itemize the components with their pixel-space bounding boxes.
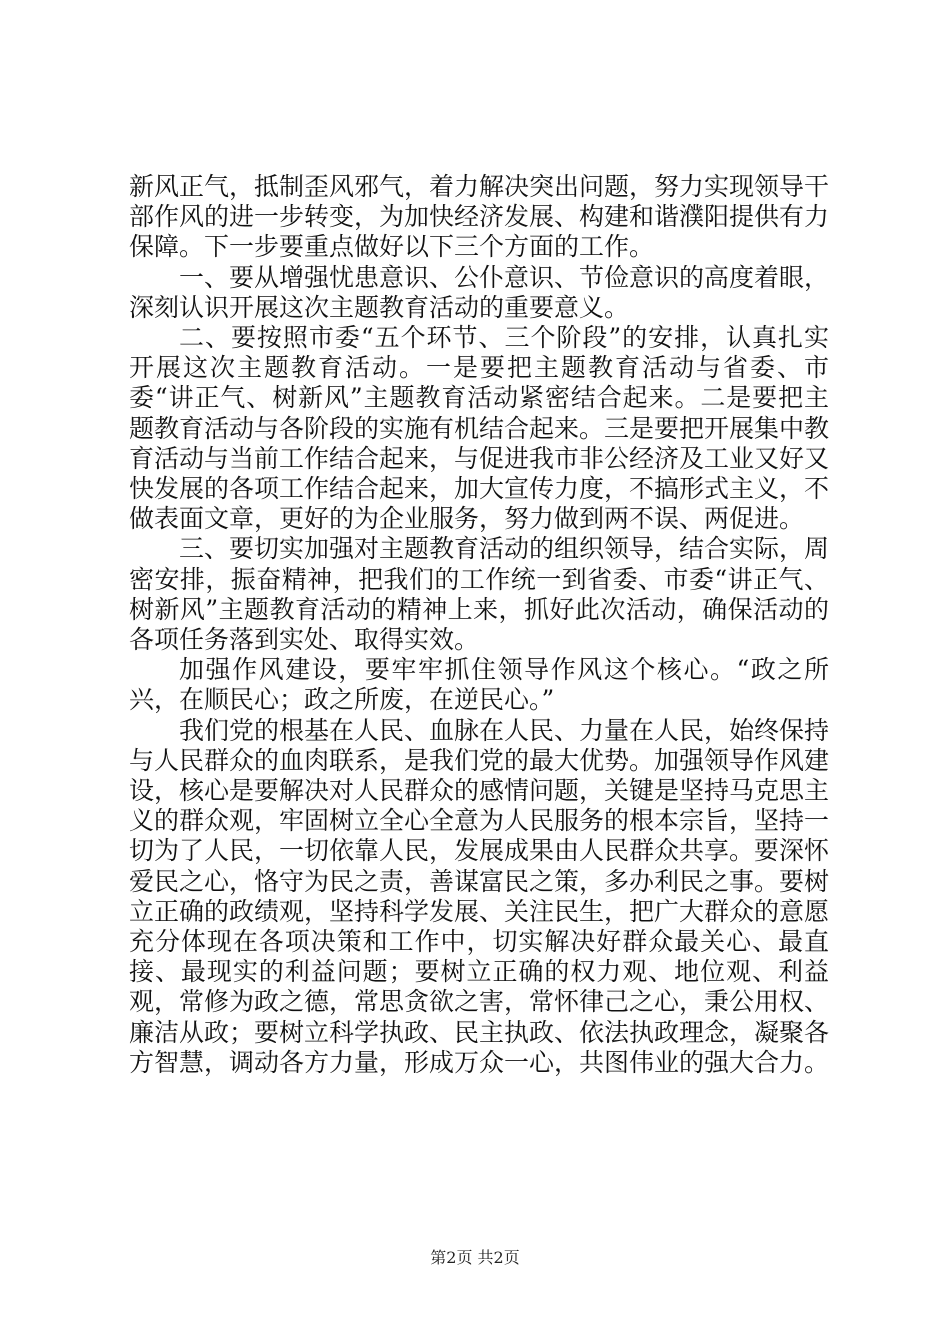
paragraph-continuation: 新风正气，抵制歪风邪气，着力解决突出问题，努力实现领导干部作风的进一步转变，为加快经济发展、构建和谐濮阳提供有力保障。下一步要重点做好以下三个方面的工作。	[129, 172, 830, 262]
paragraph-point-one: 一、要从增强忧患意识、公仆意识、节俭意识的高度着眼，深刻认识开展这次主题教育活动的重要意义。	[129, 262, 830, 322]
paragraph-point-three: 三、要切实加强对主题教育活动的组织领导，结合实际，周密安排，振奋精神，把我们的工作统一到省委、市委“讲正气、树新风”主题教育活动的精神上来，抓好此次活动，确保活动的各项任务落到实处、取得实效。	[129, 534, 830, 655]
paragraph-people-foundation: 我们党的根基在人民、血脉在人民、力量在人民，始终保持与人民群众的血肉联系，是我们党的最大优势。加强领导作风建设，核心是要解决对人民群众的感情问题，关键是坚持马克思主义的群众观，牢固树立全心全意为人民服务的根本宗旨，坚持一切为了人民，一切依靠人民，发展成果由人民群众共享。要深怀爱民之心，恪守为民之责，善谋富民之策，多办利民之事。要树立正确的政绩观，坚持科学发展、关注民生，把广大群众的意愿充分体现在各项决策和工作中，切实解决好群众最关心、最直接、最现实的利益问题；要树立正确的权力观、地位观、利益观，常修为政之德，常思贪欲之害，常怀律己之心，秉公用权、廉洁从政；要树立科学执政、民主执政、依法执政理念，凝聚各方智慧，调动各方力量，形成万众一心，共图伟业的强大合力。	[129, 715, 830, 1077]
page-footer: 第2页 共2页	[430, 1248, 520, 1267]
document-body	[129, 172, 829, 1078]
paragraph-style-core: 加强作风建设，要牢牢抓住领导作风这个核心。“政之所兴，在顺民心；政之所废，在逆民心。”	[129, 655, 829, 715]
paragraph-point-two: 二、要按照市委“五个环节、三个阶段”的安排，认真扎实开展这次主题教育活动。一是要把主题教育活动与省委、市委“讲正气、树新风”主题教育活动紧密结合起来。二是要把主题教育活动与各阶段的实施有机结合起来。三是要把开展集中教育活动与当前工作结合起来，与促进我市非公经济及工业又好又快发展的各项工作结合起来，加大宣传力度，不搞形式主义，不做表面文章，更好的为企业服务，努力做到两不误、两促进。	[129, 323, 830, 534]
